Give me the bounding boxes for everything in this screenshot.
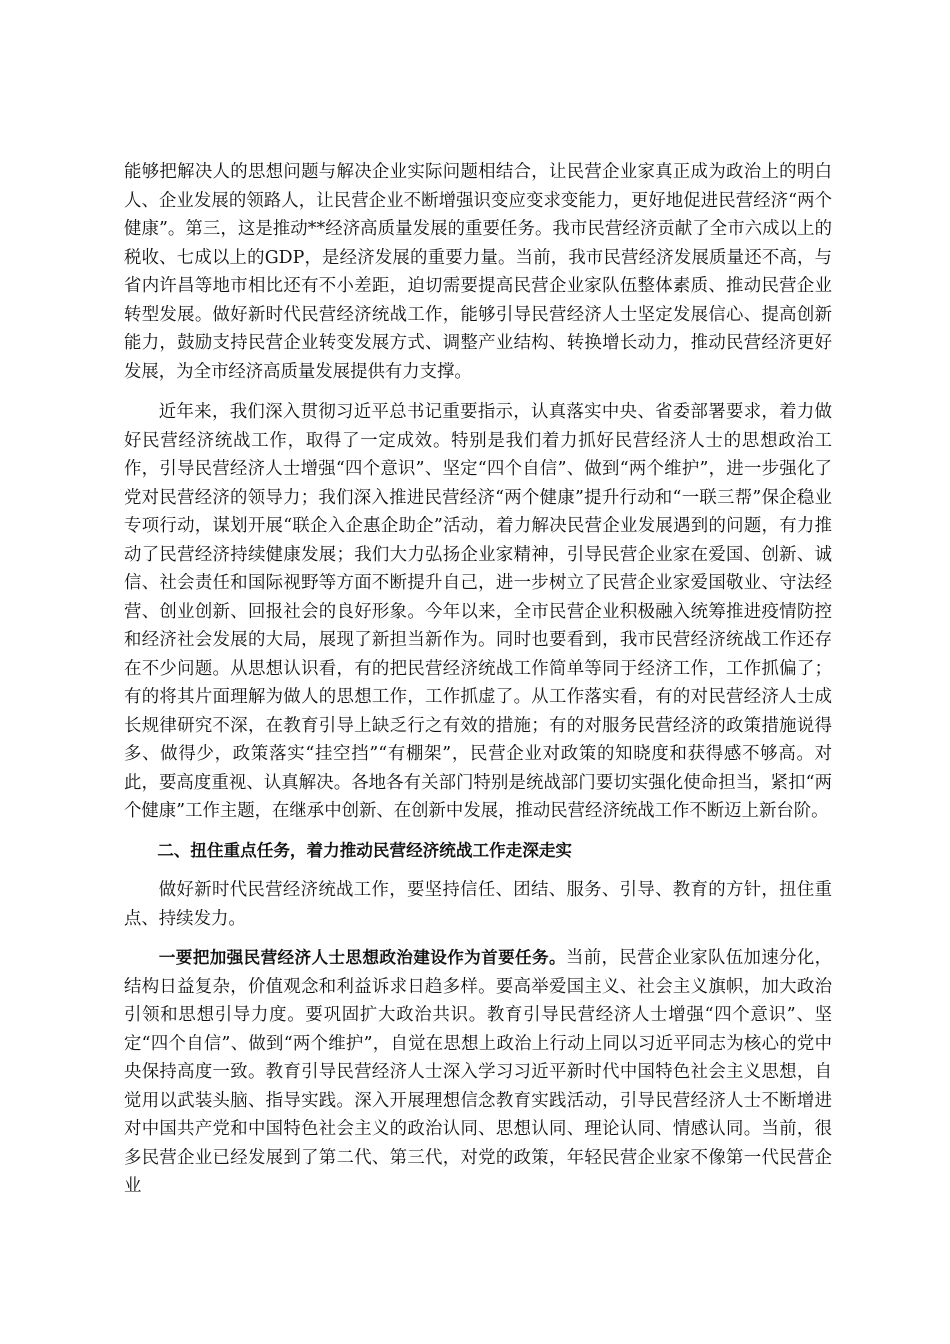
paragraph-task-one (124, 944, 832, 1201)
paragraph-recent-years: 近年来，我们深入贯彻习近平总书记重要指示，认真落实中央、省委部署要求，着力做好民营经济统战工作，取得了一定成效。特别是我们着力抓好民营经济人士的思想政治工作，引导民营经济人士增强“四个意识”、坚定“四个自信”、做到“两个维护”，进一步强化了党对民营经济的领导力；我们深入推进民营经济“两个健康”提升行动和“一联三帮”保企稳业专项行动，谋划开展“联企入企惠企助企”活动，着力解决民营企业发展遇到的问题，有力推动了民营经济持续健康发展；我们大力弘扬企业家精神，引导民营企业家在爱国、创新、诚信、社会责任和国际视野等方面不断提升自己，进一步树立了民营企业家爱国敬业、守法经营、创业创新、回报社会的良好形象。今年以来，全市民营企业积极融入统筹推进疫情防控和经济社会发展的大局，展现了新担当新作为。同时也要看到，我市民营经济统战工作还存在不少问题。从思想认识看，有的把民营经济统战工作简单等同于经济工作，工作抓偏了；有的将其片面理解为做人的思想工作，工作抓虚了。从工作落实看，有的对民营经济人士成长规律研究不深，在教育引导上缺乏行之有效的措施；有的对服务民营经济的政策措施说得多、做得少，政策落实“挂空挡”“有棚架”，民营企业对政策的知晓度和获得感不够高。对此，要高度重视、认真解决。各地各有关部门特别是统战部门要切实强化使命担当，紧扣“两个健康”工作主题，在继承中创新、在创新中发展，推动民营经济统战工作不断迈上新台阶。 (124, 402, 832, 821)
paragraph-policy: 做好新时代民营经济统战工作，要坚持信任、团结、服务、引导、教育的方针，扭住重点、持续发力。 (124, 880, 832, 929)
paragraph-continuation: 能够把解决人的思想问题与解决企业实际问题相结合，让民营企业家真正成为政治上的明白人、企业发展的领路人，让民营企业不断增强识变应变求变能力，更好地促进民营经济“两个健康”。第三，这是推动**经济高质量发展的重要任务。我市民营经济贡献了全市六成以上的税收、七成以上的GDP，是经济发展的重要力量。当前，我市民营经济发展质量还不高，与省内许昌等地市相比还有不小差距，迫切需要提高民营企业家队伍整体素质、推动民营企业转型发展。做好新时代民营经济统战工作，能够引导民营经济人士坚定发展信心、提高创新能力，鼓励支持民营企业转变发展方式、调整产业结构、转换增长动力，推动民营经济更好发展，为全市经济高质量发展提供有力支撑。 (124, 162, 832, 382)
paragraph-lead-bold: 一要把加强民营经济人士思想政治建设作为首要任务。 (158, 948, 566, 967)
section-heading-2: 二、扭住重点任务，着力推动民营经济统战工作走深走实 (157, 840, 573, 860)
paragraph-task-one-text: 当前，民营企业家队伍加速分化，结构日益复杂，价值观念和利益诉求日趋多样。要高举爱国主义、社会主义旗帜，加大政治引领和思想引导力度。要巩固扩大政治共识。教育引导民营经济人士增强“四个意识”、坚定“四个自信”、做到“两个维护”，自觉在思想上政治上行动上同以习近平同志为核心的党中央保持高度一致。教育引导民营经济人士深入学习习近平新时代中国特色社会主义思想，自觉用以武装头脑、指导实践。深入开展理想信念教育实践活动，引导民营经济人士不断增进对中国共产党和中国特色社会主义的政治认同、思想认同、理论认同、情感认同。当前，很多民营企业已经发展到了第二代、第三代，对党的政策，年轻民营企业家不像第一代民营企业 (124, 948, 832, 1196)
document-body (124, 158, 832, 1201)
